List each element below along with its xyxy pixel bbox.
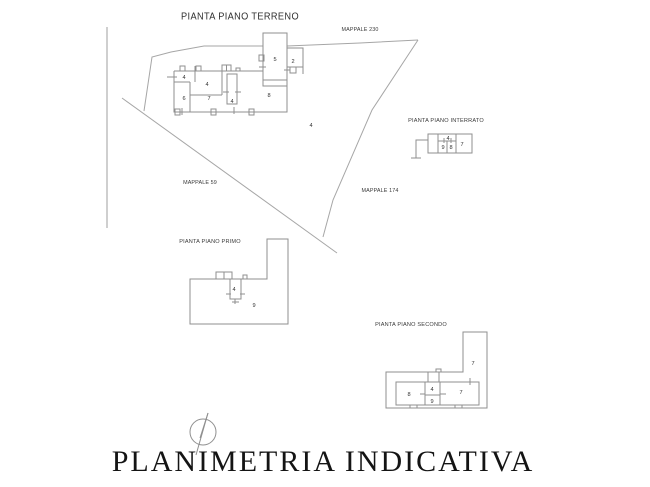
room-label: 9 bbox=[430, 397, 434, 405]
room-label: 2 bbox=[291, 57, 295, 65]
room-label: 4 bbox=[430, 385, 434, 393]
room-label: 9 bbox=[441, 143, 445, 151]
room-label: 9 bbox=[252, 301, 256, 309]
secondo-plan-title: PIANTA PIANO SECONDO bbox=[375, 320, 447, 328]
mappale-174-label: MAPPALE 174 bbox=[361, 187, 399, 193]
wall-outline bbox=[190, 239, 288, 324]
room-label: 7 bbox=[471, 359, 475, 367]
room-label: 5 bbox=[273, 55, 277, 63]
floor-plan-secondo bbox=[386, 332, 487, 408]
wall-notch bbox=[455, 405, 462, 408]
stair-shaft-walls bbox=[428, 372, 439, 382]
parcel-boundary-diagonal bbox=[122, 98, 337, 253]
retaining-wall bbox=[411, 140, 428, 158]
room-label: 8 bbox=[407, 390, 411, 398]
wall-bump bbox=[236, 68, 240, 71]
mappale-59-label: MAPPALE 59 bbox=[183, 179, 217, 185]
window-mark bbox=[290, 67, 296, 73]
floor-plan-terreno bbox=[167, 33, 303, 115]
wall-notch bbox=[410, 405, 417, 408]
room-label: 8 bbox=[449, 143, 453, 151]
room-label: 4 bbox=[232, 285, 236, 293]
room2-wall bbox=[287, 48, 303, 67]
mappale-230-label: MAPPALE 230 bbox=[341, 26, 379, 32]
inner-walls bbox=[174, 71, 222, 112]
window-mark bbox=[196, 66, 201, 71]
wall-bump bbox=[243, 275, 247, 279]
terreno-plan-title: PIANTA PIANO TERRENO bbox=[181, 11, 299, 23]
compass-needle-edge bbox=[200, 413, 208, 438]
wall-bump bbox=[436, 369, 441, 372]
room-label: 4 bbox=[446, 134, 450, 142]
page-title: PLANIMETRIA INDICATIVA bbox=[111, 445, 535, 478]
courtyard-label: 4 bbox=[309, 121, 313, 129]
room-label: 4 bbox=[182, 73, 186, 81]
floor-plan-primo bbox=[190, 239, 288, 324]
window-mark bbox=[180, 66, 185, 71]
room-label: 4 bbox=[230, 97, 234, 105]
room-label: 8 bbox=[267, 91, 271, 99]
parcel-boundary-left bbox=[144, 46, 263, 111]
primo-plan-title: PIANTA PIANO PRIMO bbox=[179, 237, 241, 245]
room-label: 7 bbox=[207, 94, 211, 102]
parcel-boundary-right bbox=[323, 40, 418, 237]
interrato-plan-title: PIANTA PIANO INTERRATO bbox=[408, 116, 484, 124]
room-label: 6 bbox=[182, 94, 186, 102]
room-label: 4 bbox=[205, 80, 209, 88]
wall-tick bbox=[226, 294, 245, 304]
room-label: 7 bbox=[459, 388, 463, 396]
parcel-boundary-top-right bbox=[287, 40, 418, 46]
room-label: 7 bbox=[460, 140, 464, 148]
